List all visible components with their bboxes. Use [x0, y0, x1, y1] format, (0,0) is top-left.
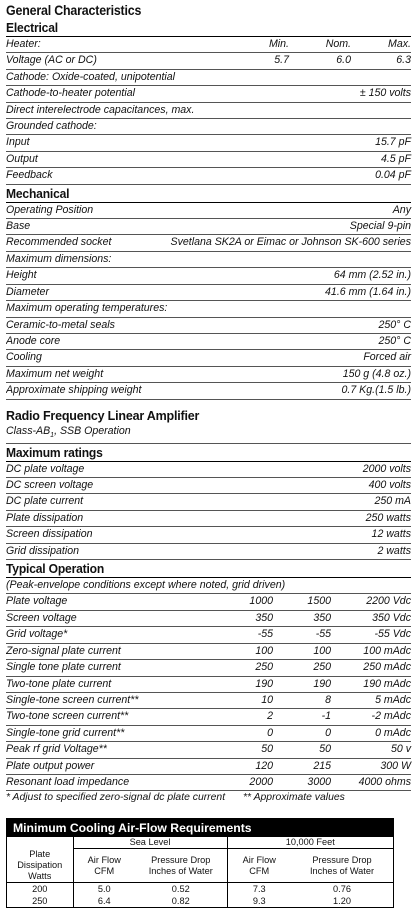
typical-row: Screen voltage 350 350 350 Vdc — [6, 611, 411, 627]
max-dims-row: Maximum dimensions: — [6, 252, 411, 268]
typical-row: Two-tone screen current** 2 -1 -2 mAdc — [6, 709, 411, 725]
rating-row: Grid dissipation 2 watts — [6, 544, 411, 560]
page-title: General Characteristics — [6, 3, 142, 18]
input-row: Input 15.7 pF — [6, 135, 411, 151]
rating-row: Screen dissipation 12 watts — [6, 527, 411, 543]
col-sea-airflow: Air Flow CFM — [73, 849, 135, 883]
typical-row: Single tone plate current 250 250 250 mAdc — [6, 660, 411, 676]
cooling-row: Cooling Forced air — [6, 350, 411, 366]
rf-amplifier-title: Radio Frequency Linear Amplifier — [6, 408, 200, 423]
footnote-approx: ** Approximate values — [243, 792, 345, 804]
typical-row: Single-tone screen current** 10 8 5 mAdc — [6, 693, 411, 709]
col-sea-pressure: Pressure Drop Inches of Water — [135, 849, 227, 883]
sea-level-group: Sea Level — [73, 837, 227, 849]
typical-row: Zero-signal plate current 100 100 100 mAdc — [6, 644, 411, 660]
typical-row: Plate output power 120 215 300 W — [6, 759, 411, 775]
voltage-row: Voltage (AC or DC) 5.7 6.0 6.3 — [6, 53, 411, 69]
table-row: 200 5.0 0.52 7.3 0.76 — [32, 883, 351, 894]
col-alt-pressure: Pressure Drop Inches of Water — [291, 849, 393, 883]
seals-row: Ceramic-to-metal seals 250° C — [6, 318, 411, 334]
section-mechanical: Mechanical — [6, 186, 411, 203]
diameter-row: Diameter 41.6 mm (1.64 in.) — [6, 285, 411, 301]
feedback-row: Feedback 0.04 pF — [6, 168, 411, 184]
cooling-table — [7, 837, 393, 907]
typical-row: Resonant load impedance 2000 3000 4000 ohms — [6, 775, 411, 791]
rating-row: DC plate current 250 mA — [6, 494, 411, 510]
col-alt-airflow: Air Flow CFM — [227, 849, 291, 883]
typical-note-row: (Peak-envelope conditions except where noted, grid driven) — [6, 578, 411, 594]
typical-row: Grid voltage* -55 -55 -55 Vdc — [6, 627, 411, 643]
altitude-group: 10,000 Feet — [227, 837, 393, 849]
typical-row: Two-tone plate current 190 190 190 mAdc — [6, 677, 411, 693]
height-row: Height 64 mm (2.52 in.) — [6, 268, 411, 284]
cathode-heater-row: Cathode-to-heater potential ± 150 volts — [6, 86, 411, 102]
rating-row: DC screen voltage 400 volts — [6, 478, 411, 494]
footnotes — [6, 791, 411, 805]
col-plate-dissipation: Plate Dissipation Watts — [7, 849, 73, 883]
section-electrical: Electrical — [6, 20, 411, 37]
cooling-title: Minimum Cooling Air-Flow Requirements — [7, 819, 393, 837]
section-typical-operation: Typical Operation — [6, 561, 411, 578]
cooling-requirements-box — [6, 818, 394, 908]
socket-row: Recommended socket Svetlana SK2A or Eimac or Johnson SK-600 series — [6, 235, 411, 251]
anode-row: Anode core 250° C — [6, 334, 411, 350]
typical-row: Plate voltage 1000 1500 2200 Vdc — [6, 594, 411, 610]
typical-row: Peak rf grid Voltage** 50 50 50 v — [6, 742, 411, 758]
output-row: Output 4.5 pF — [6, 152, 411, 168]
max-temps-row: Maximum operating temperatures: — [6, 301, 411, 317]
typical-row: Single-tone grid current** 0 0 0 mAdc — [6, 726, 411, 742]
heater-header-row: Heater: Min. Nom. Max. — [6, 37, 411, 53]
footnote-adjust: * Adjust to specified zero-signal dc plate current — [6, 792, 226, 804]
base-row: Base Special 9-pin — [6, 219, 411, 235]
rating-row: DC plate voltage 2000 volts — [6, 462, 411, 478]
capacitances-row: Direct interelectrode capacitances, max. — [6, 103, 411, 119]
rf-class-subtitle: Class-$AB_1$, SSB Operation — [6, 424, 411, 444]
section-max-ratings: Maximum ratings — [6, 445, 411, 462]
rating-row: Plate dissipation 250 watts — [6, 511, 411, 527]
table-row: 250 6.4 0.82 9.3 1.20 — [32, 895, 351, 906]
net-weight-row: Maximum net weight 150 g (4.8 oz.) — [6, 367, 411, 383]
ship-weight-row: Approximate shipping weight 0.7 Kg.(1.5 lb.) — [6, 383, 411, 399]
cathode-row: Cathode: Oxide-coated, unipotential — [6, 70, 411, 86]
grounded-row: Grounded cathode: — [6, 119, 411, 135]
operating-position-row: Operating Position Any — [6, 203, 411, 219]
